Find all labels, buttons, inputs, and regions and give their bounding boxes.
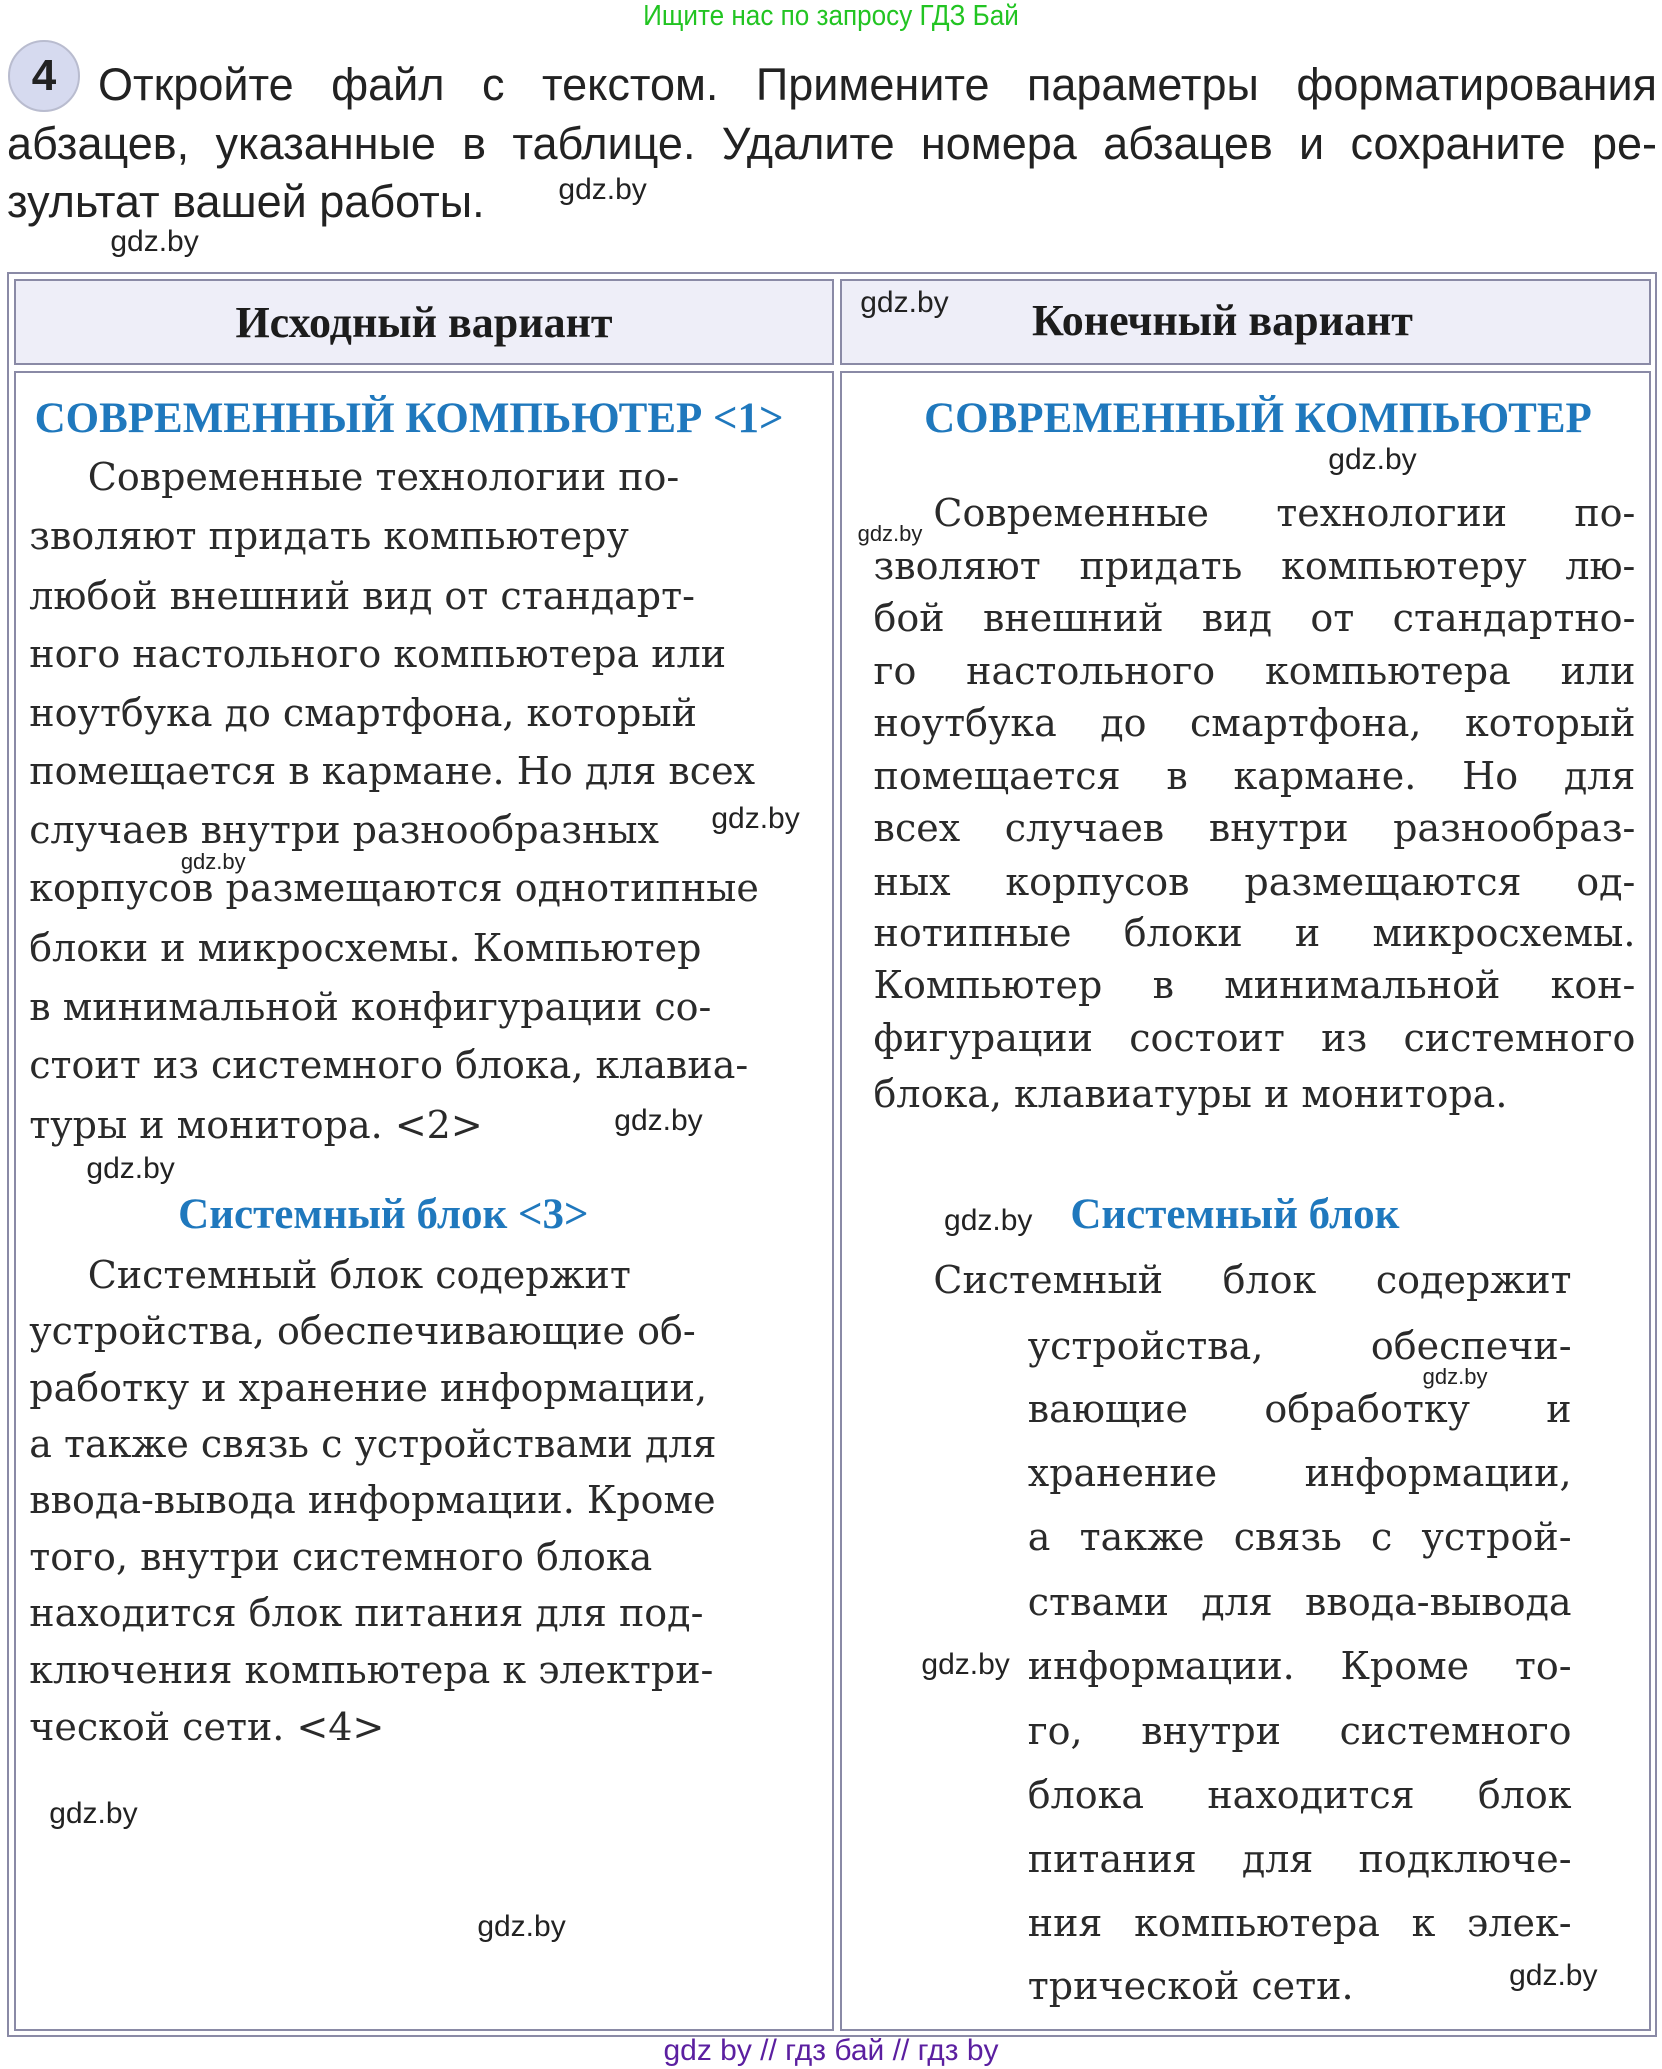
final-para2-line: Системный блок содержит [933, 1258, 1572, 1303]
original-para1-line: ноутбука до смартфона, который [29, 690, 697, 735]
watermark-text: gdz.by [180, 848, 246, 874]
final-para2-line: а также связь с устрой- [1027, 1515, 1572, 1560]
footer-watermark: gdz by // гдз бай // гдз by [663, 2034, 999, 2067]
task-text-line: Откройте файл с текстом. Примените параметры форматирования [98, 59, 1657, 110]
task-number-badge: 4 [8, 40, 80, 112]
original-para1-line: в минимальной конфигурации со- [29, 984, 712, 1029]
watermark-text: gdz.by [558, 173, 647, 207]
final-heading-2: Системный блок [1070, 1191, 1400, 1239]
final-para2-line: ствами для ввода-вывода [1027, 1580, 1572, 1625]
search-hint: Ищите нас по запросу ГДЗ Бай [643, 0, 1019, 32]
watermark-text: gdz.by [477, 1909, 566, 1943]
final-para1-line: ных корпусов размещаются од- [873, 859, 1636, 904]
original-para1-line: Современные технологии по- [87, 455, 680, 500]
watermark-text: gdz.by [1422, 1364, 1488, 1390]
final-para1-line: фигурации состоит из системного [873, 1016, 1636, 1061]
watermark-text: gdz.by [86, 1151, 175, 1185]
final-para1-line: Компьютер в минимальной кон- [873, 963, 1636, 1008]
watermark-text: gdz.by [944, 1203, 1033, 1237]
original-para1-line: корпусов размещаются однотипные [29, 866, 759, 911]
final-para1-line: бой внешний вид от стандартно- [873, 596, 1636, 641]
original-para2-line: того, внутри системного блока [29, 1534, 653, 1579]
original-para2-line: находится блок питания для под- [29, 1590, 704, 1635]
header-original [14, 279, 834, 365]
header-final-label: Конечный вариант [1032, 296, 1413, 345]
final-para1-line: зволяют придать компьютеру лю- [873, 544, 1636, 589]
final-para1-line: всех случаев внутри разнообраз- [873, 806, 1636, 851]
watermark-text: gdz.by [110, 224, 199, 258]
original-para2-line: устройства, обеспечивающие об- [29, 1308, 696, 1353]
original-para1-line: случаев внутри разнообразных [29, 807, 659, 852]
original-para1-line: помещается в кармане. Но для всех [29, 749, 755, 794]
task-text-line: абзацев, указанные в таблице. Удалите номера абзацев и сохраните ре- [7, 118, 1657, 169]
watermark-text: gdz.by [857, 521, 923, 547]
original-para2-line: а также связь с устройствами для [29, 1421, 717, 1466]
final-para1-line: блока, клавиатуры и монитора. [873, 1072, 1508, 1117]
final-para1-line: помещается в кармане. Но для [873, 754, 1636, 799]
final-para2-line: устройства, обеспечи- [1027, 1323, 1572, 1368]
original-para2-line: работку и хранение информации, [29, 1366, 708, 1411]
original-para1-line: блоки и микросхемы. Компьютер [29, 926, 702, 970]
final-para2-line: вающие обработку и [1027, 1387, 1572, 1432]
final-para2-line: блока находится блок [1027, 1772, 1572, 1817]
original-para1-line: стоит из системного блока, клавиа- [29, 1043, 749, 1087]
watermark-text: gdz.by [614, 1103, 703, 1137]
watermark-text: gdz.by [711, 802, 800, 836]
final-para2-line: питания для подключе- [1027, 1836, 1572, 1881]
final-heading-1: СОВРЕМЕННЫЙ КОМПЬЮТЕР [924, 394, 1592, 442]
original-para2-line: Системный блок содержит [87, 1253, 631, 1298]
final-para2-line: трической сети. [1027, 1964, 1354, 2009]
watermark-text: gdz.by [49, 1796, 138, 1830]
header-original-label: Исходный вариант [235, 297, 613, 347]
final-para1-line: го настольного компьютера или [873, 649, 1636, 694]
original-para1-line: туры и монитора. <2> [29, 1102, 483, 1147]
final-para1-line: ноутбука до смартфона, который [873, 701, 1636, 746]
watermark-text: gdz.by [1509, 1958, 1598, 1992]
original-heading-2: Системный блок <3> [178, 1191, 589, 1239]
watermark-text: gdz.by [860, 286, 949, 320]
original-para2-line: ключения компьютера к электри- [29, 1647, 714, 1692]
original-para1-line: ного настольного компьютера или [29, 632, 727, 677]
header-final [840, 279, 1651, 365]
final-para2-line: информации. Кроме то- [1027, 1643, 1572, 1688]
original-para2-line: ввода-вывода информации. Кроме [29, 1477, 716, 1522]
original-para1-line: зволяют придать компьютеру [29, 513, 629, 558]
original-heading-1: СОВРЕМЕННЫЙ КОМПЬЮТЕР <1> [34, 394, 784, 442]
original-para2-line: ческой сети. <4> [29, 1705, 385, 1750]
task-text-line: зультат вашей работы. [7, 176, 485, 227]
final-para1-line: нотипные блоки и микросхемы. [873, 911, 1636, 956]
final-para2-line: ния компьютера к элек- [1027, 1900, 1572, 1945]
original-para1-line: любой внешний вид от стандарт- [29, 573, 695, 618]
watermark-text: gdz.by [1328, 443, 1417, 477]
watermark-text: gdz.by [921, 1647, 1010, 1681]
final-para2-line: хранение информации, [1027, 1451, 1572, 1496]
final-para2-line: го, внутри системного [1027, 1709, 1572, 1754]
final-para1-line: Современные технологии по- [933, 491, 1636, 536]
